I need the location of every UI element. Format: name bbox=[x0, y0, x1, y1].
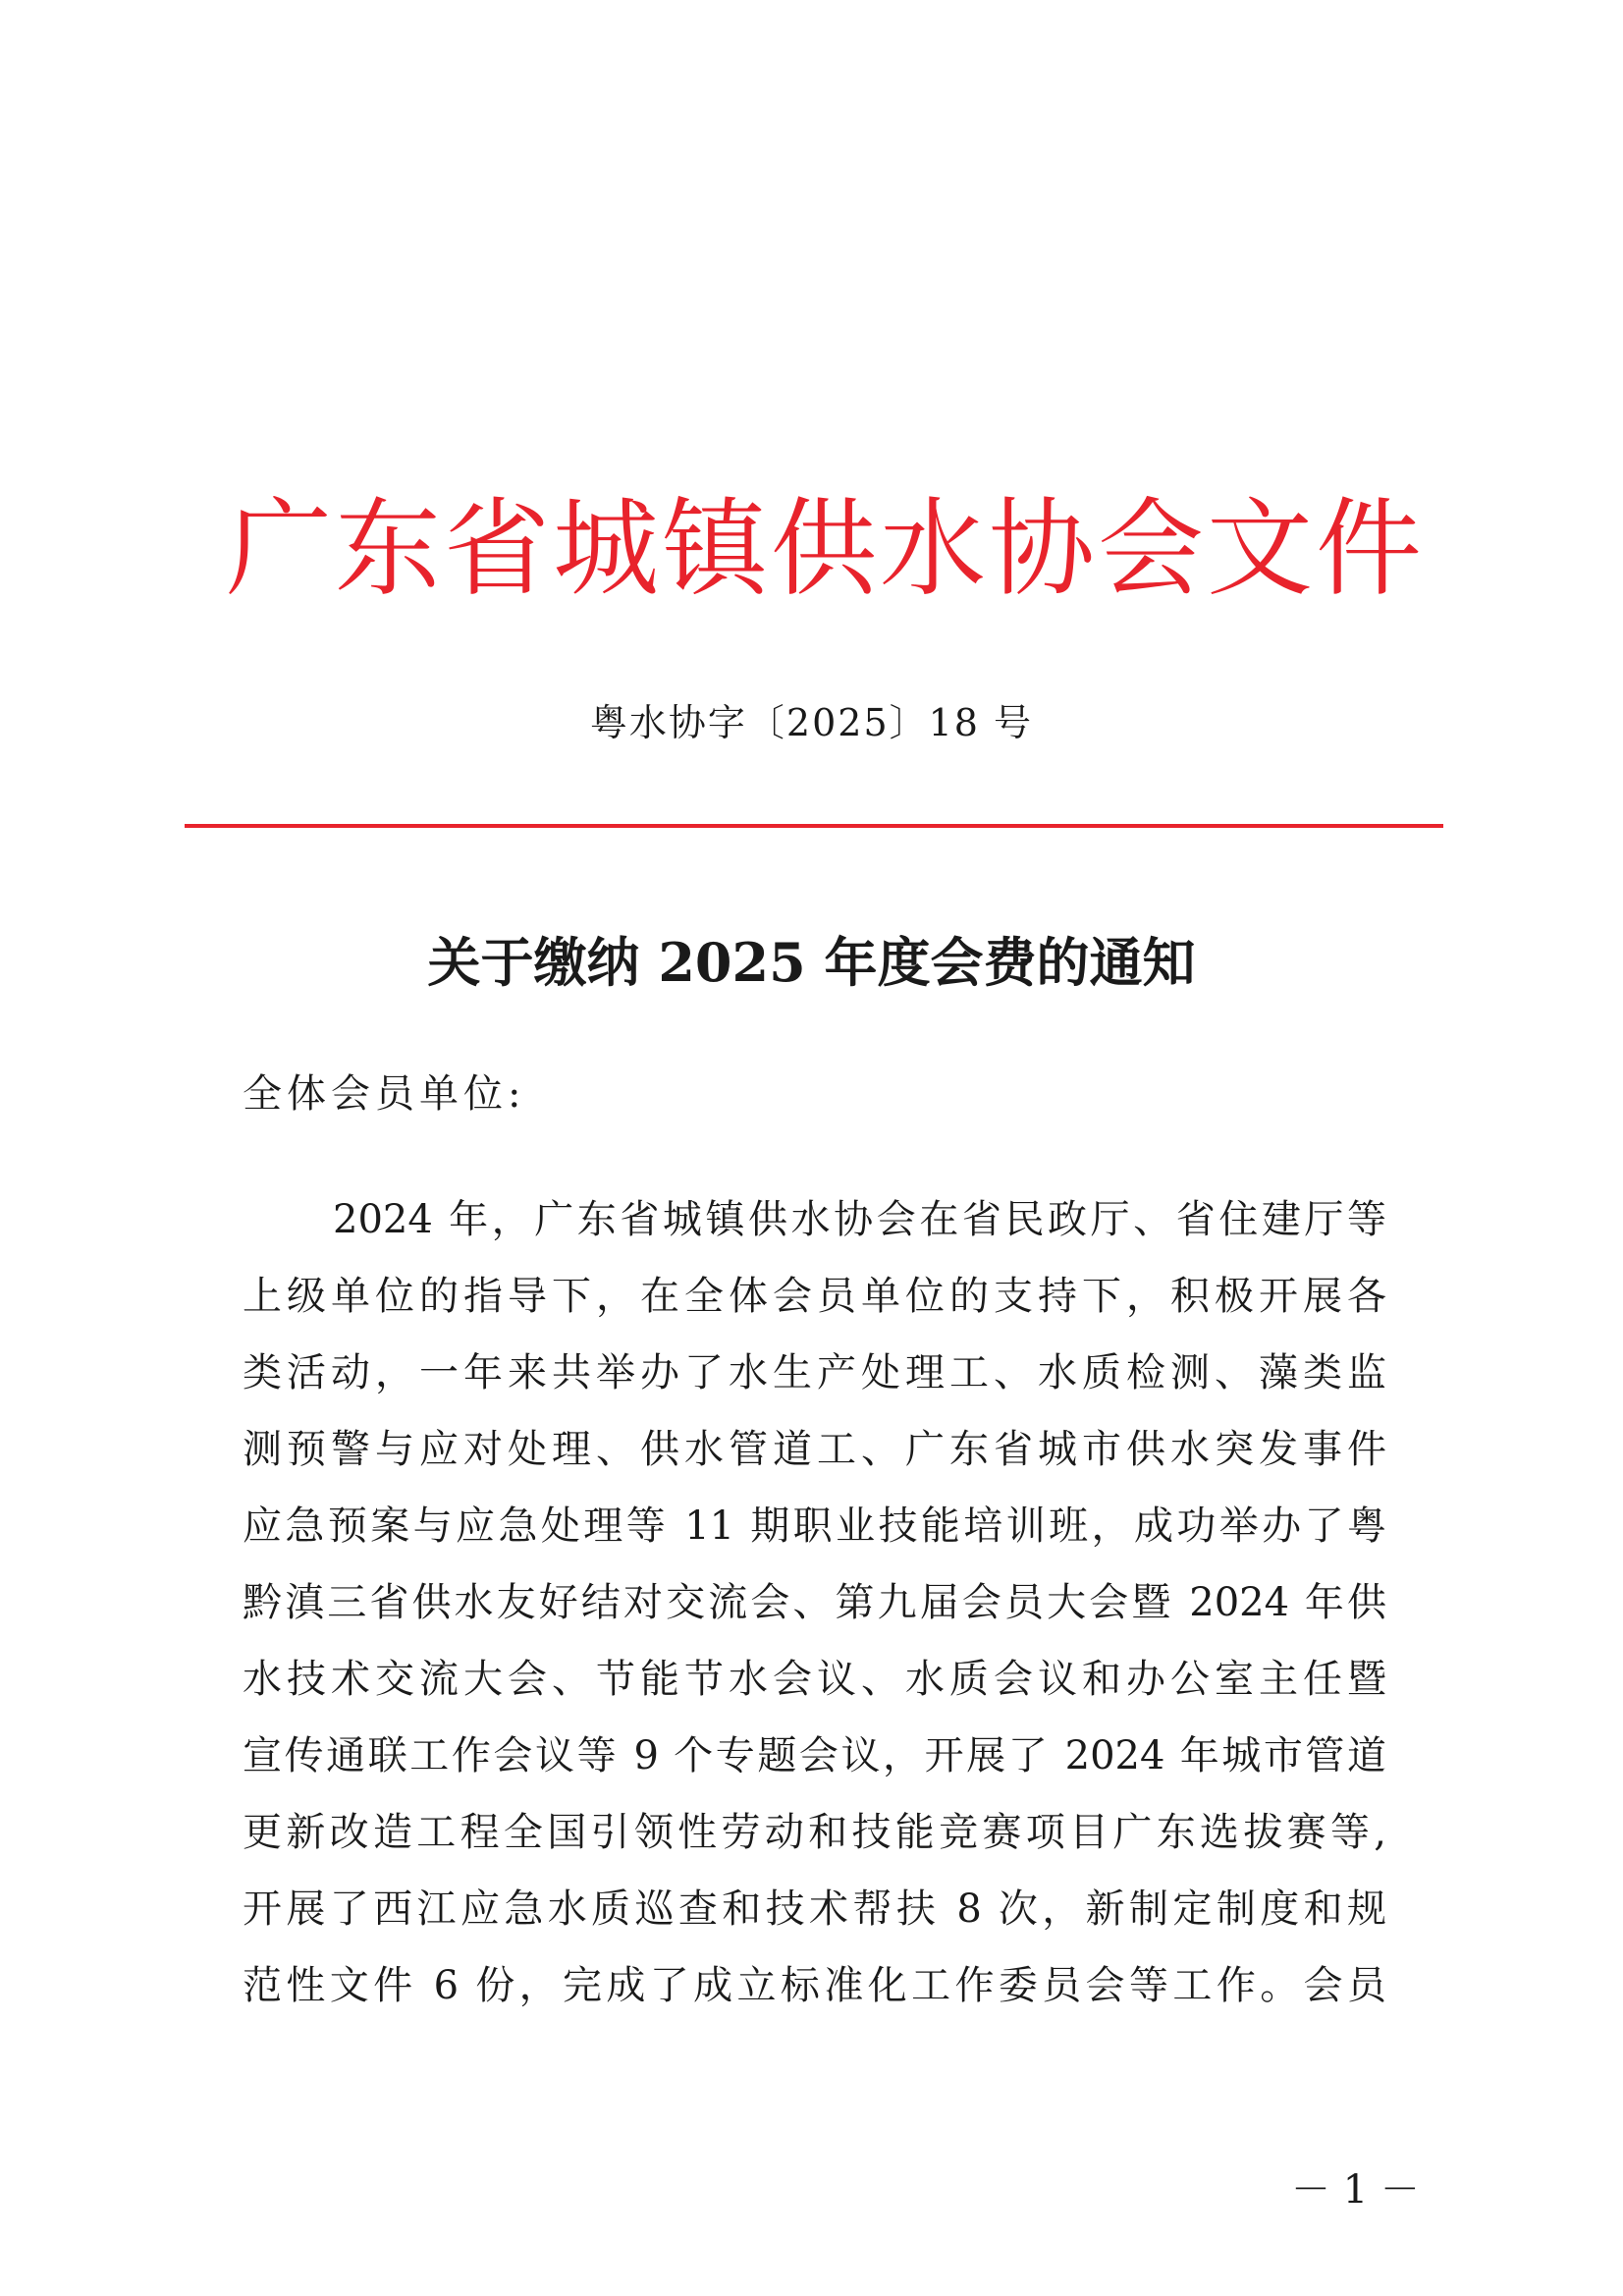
body-line: 应急预案与应急处理等 11 期职业技能培训班，成功举办了粤 bbox=[243, 1503, 1386, 1549]
red-divider-line bbox=[185, 824, 1443, 828]
body-line: 宣传通联工作会议等 9 个专题会议，开展了 2024 年城市管道 bbox=[243, 1733, 1386, 1778]
body-line: 黔滇三省供水友好结对交流会、第九届会员大会暨 2024 年供 bbox=[243, 1580, 1386, 1625]
body-line: 更新改造工程全国引领性劳动和技能竞赛项目广东选拔赛等, bbox=[243, 1810, 1386, 1855]
document-header-title: 广东省城镇供水协会文件 bbox=[226, 488, 1426, 611]
notice-title: 关于缴纳 2025 年度会费的通知 bbox=[427, 931, 1196, 994]
body-line: 水技术交流大会、节能节水会议、水质会议和办公室主任暨 bbox=[243, 1657, 1386, 1702]
notice-body bbox=[243, 1185, 1386, 2028]
body-line: 2024 年，广东省城镇供水协会在省民政厅、省住建厅等 bbox=[333, 1197, 1386, 1242]
salutation: 全体会员单位: bbox=[243, 1071, 526, 1117]
document-number: 粤水协字〔2025〕18 号 bbox=[589, 701, 1034, 744]
body-line: 测预警与应对处理、供水管道工、广东省城市供水突发事件 bbox=[243, 1427, 1386, 1472]
page-number: － 1 － bbox=[1291, 2167, 1420, 2213]
body-line: 类活动，一年来共举办了水生产处理工、水质检测、藻类监 bbox=[243, 1350, 1386, 1395]
body-line: 上级单位的指导下，在全体会员单位的支持下，积极开展各 bbox=[243, 1274, 1386, 1319]
body-line: 开展了西江应急水质巡查和技术帮扶 8 次，新制定制度和规 bbox=[243, 1886, 1386, 1932]
body-line: 范性文件 6 份，完成了成立标准化工作委员会等工作。会员 bbox=[243, 1963, 1386, 2008]
